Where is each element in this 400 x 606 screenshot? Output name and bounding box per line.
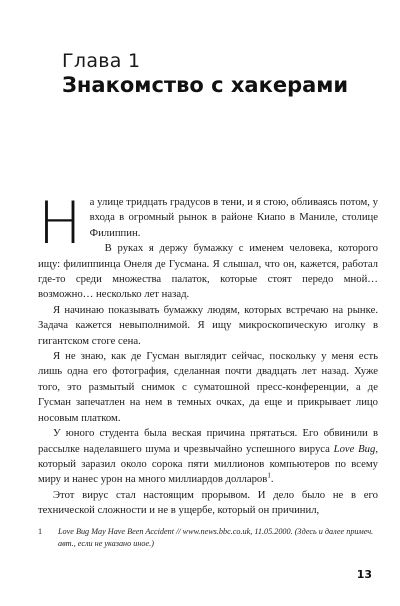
paragraph-6: Этот вирус стал настоящим прорывом. И дело было не в его технической сложности и не в ущербе, который он причинил,	[38, 488, 378, 517]
paragraph-3: Я начинаю показывать бумажку людям, которых встречаю на рынке. Задача кажется невыполнимой. Я ищу микроскопическую иголку в гигантском стоге сена.	[38, 303, 378, 347]
chapter-label: Глава 1	[62, 50, 141, 72]
paragraph-5-end: .	[270, 473, 274, 486]
paragraph-5	[38, 426, 378, 488]
footnote	[38, 526, 378, 549]
paragraph-1	[38, 189, 378, 257]
paragraph-4: Я не знаю, как де Гусман выглядит сейчас, поскольку у меня есть лишь одна его фотография, сделанная почти двадцать лет назад. Хуже того, это размытый снимок с суматошной пресс-конференции, а де Гусман запечатлен на нем в темных очках, да еще и прикрывает лицо носовым платком.	[38, 350, 378, 424]
footnote-text: Love Bug May Have Been Accident // www.news.bbc.co.uk, 11.05.2000. (Здесь и далее примеч. авт., если не указано иное.)	[58, 527, 374, 548]
chapter-title: Знакомство с хакерами	[62, 73, 349, 97]
virus-name: Love Bug	[333, 442, 376, 455]
drop-cap: Н	[38, 189, 82, 257]
paragraph-1-text: а улице тридцать градусов в тени, и я стою, обливаясь потом, у входа в огромный рынок в районе Киапо в Маниле, столице Филиппин.	[89, 196, 378, 239]
paragraph-5-text-b: , который заразил около сорока пяти миллионов компьютеров по всему миру и нанес урон на много миллиардов долларов	[38, 442, 378, 486]
footnote-number: 1	[38, 527, 43, 536]
page-number: 13	[356, 568, 372, 581]
paragraph-2: В руках я держу бумажку с именем человека, которого ищу: филиппинца Онеля де Гусмана. Я слышал, что он, кажется, работал где-то среди множества палаток, которые стоят передо мной… возможно… несколько лет назад.	[38, 242, 378, 301]
body-text	[38, 189, 378, 519]
footnote-ref[interactable]: 1	[267, 471, 271, 480]
paragraph-5-text-a: У юного студента была веская причина прятаться. Его обвинили в рассылке наделавшего шума и чрезвычайно успешного вируса	[38, 427, 378, 455]
